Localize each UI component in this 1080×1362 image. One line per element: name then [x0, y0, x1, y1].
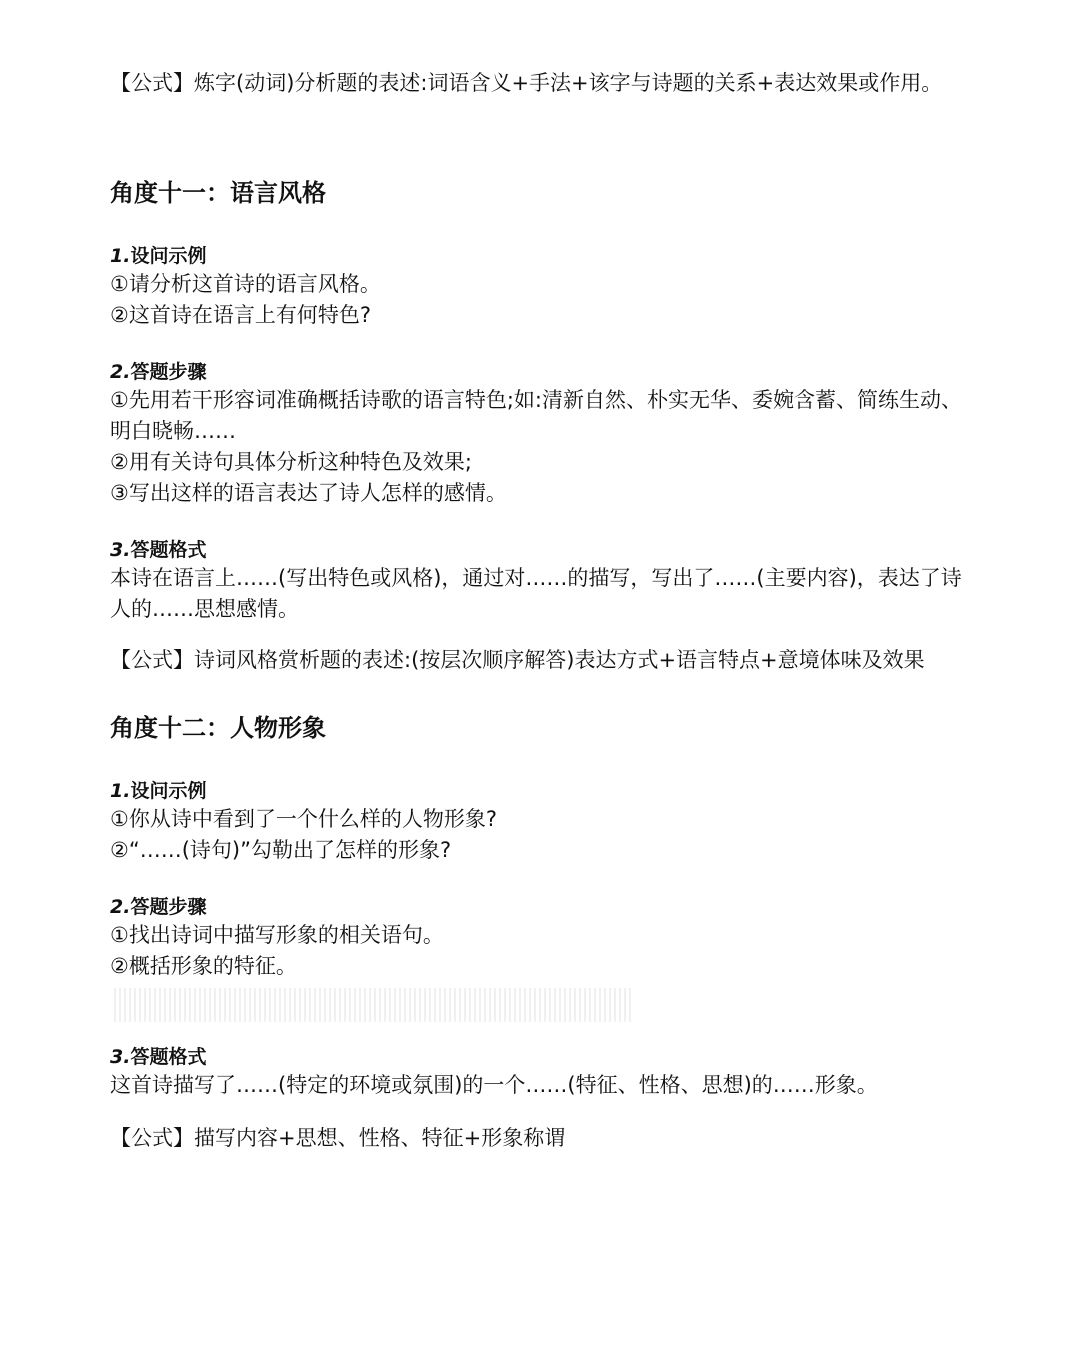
section11-title: 角度十一：语言风格	[110, 179, 326, 207]
section12-question-num: 1.	[110, 780, 131, 802]
section12-question-1: ①你从诗中看到了一个什么样的人物形象?	[110, 807, 497, 831]
section12-formula: 【公式】描写内容+思想、性格、特征+形象称谓	[110, 1126, 566, 1150]
intro-formula: 【公式】炼字(动词)分析题的表述:词语含义+手法+该字与诗题的关系+表达效果或作用。	[110, 71, 943, 95]
section11-question-num: 1.	[110, 245, 131, 267]
section11-format-text: 本诗在语言上……(写出特色或风格)，通过对……的描写，写出了……(主要内容)，表达了诗人的……思想感情。	[110, 566, 962, 621]
section12-step-1: ①找出诗词中描写形象的相关语句。	[110, 923, 444, 947]
section11-steps-heading	[110, 359, 970, 385]
section11-question-label: 设问示例	[130, 245, 207, 267]
section12-question-heading	[110, 778, 970, 804]
section11-format-heading	[110, 537, 970, 563]
section12-steps-label: 答题步骤	[130, 896, 207, 918]
section12-steps-num: 2.	[110, 896, 131, 918]
section11-step-1: ①先用若干形容词准确概括诗歌的语言特色;如:清新自然、朴实无华、委婉含蓄、简练生动、明白晓畅……	[110, 388, 962, 443]
section12-question-2: ②“……(诗句)”勾勒出了怎样的形象?	[110, 838, 452, 862]
section11-question-2: ②这首诗在语言上有何特色?	[110, 303, 371, 327]
faded-scan-artifact	[114, 988, 634, 1022]
document-body	[110, 0, 970, 1153]
section11-steps-label: 答题步骤	[130, 361, 207, 383]
section12-step-2: ②概括形象的特征。	[110, 954, 297, 978]
section12-title: 角度十二：人物形象	[110, 714, 326, 742]
section12-format-num: 3.	[110, 1046, 131, 1068]
section11-formula: 【公式】诗词风格赏析题的表述:(按层次顺序解答)表达方式+语言特点+意境体味及效果	[110, 648, 925, 672]
section11-question-1: ①请分析这首诗的语言风格。	[110, 272, 381, 296]
section12-question-label: 设问示例	[130, 780, 207, 802]
section11-format-num: 3.	[110, 539, 131, 561]
section11-question-heading	[110, 243, 970, 269]
section11-steps-num: 2.	[110, 361, 131, 383]
section12-format-text: 这首诗描写了……(特定的环境或氛围)的一个……(特征、性格、思想)的……形象。	[110, 1073, 878, 1097]
section12-format-heading	[110, 1044, 970, 1070]
section11-format-label: 答题格式	[130, 539, 207, 561]
section11-step-3: ③写出这样的语言表达了诗人怎样的感情。	[110, 481, 507, 505]
section12-steps-heading	[110, 894, 970, 920]
section11-step-2: ②用有关诗句具体分析这种特色及效果;	[110, 450, 472, 474]
section12-format-label: 答题格式	[130, 1046, 207, 1068]
